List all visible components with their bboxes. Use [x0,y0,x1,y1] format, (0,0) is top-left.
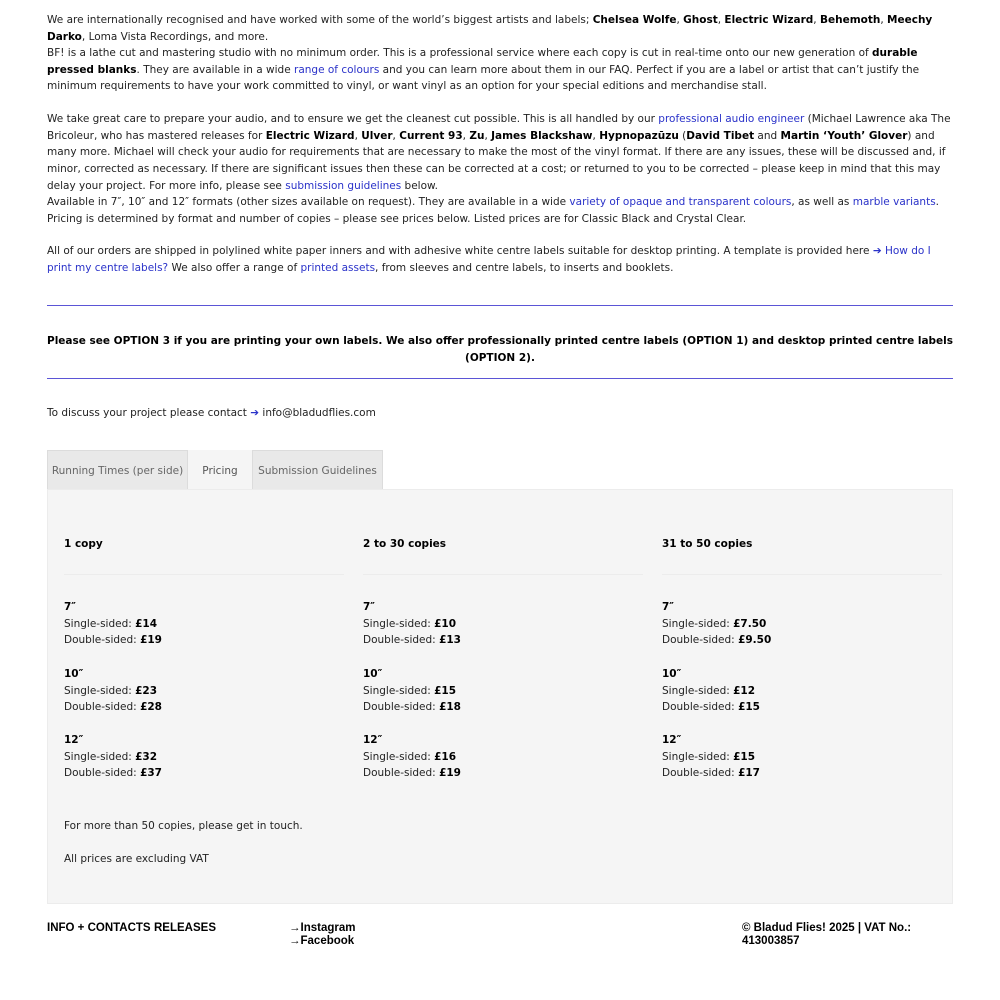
format-price-block [363,666,643,716]
person-name: David Tibet [686,129,755,142]
p3-text-b: (Michael Lawrence aka The Bricoleur, who has mastered releases for [47,113,951,142]
double-sided-price: Double-sided: £9.50 [662,634,772,647]
more-copies-note: For more than 50 copies, please get in touch. [64,820,303,832]
divider-top [47,305,953,306]
format-size: 7″ [363,601,375,613]
footer-copyright: © Bladud Flies! 2025 | VAT No.: [742,922,912,934]
format-price-block [363,599,643,649]
double-sided-price: Double-sided: £17 [662,767,760,780]
intro-paragraph-4 [47,194,953,227]
format-size: 12″ [662,734,682,746]
artist-name: Meechy Darko [47,14,933,43]
format-price-block [662,666,942,716]
double-sided-price: Double-sided: £19 [363,767,461,780]
footer-releases-link[interactable]: RELEASES [154,922,216,934]
format-size: 10″ [363,668,383,680]
p2-text-a: BF! is a lathe cut and mastering studio with no minimum order. This is a professional service where each copy is cut in real-time onto our new generation of [47,47,873,59]
band-name: James Blackshaw [491,129,593,142]
p2-text-b: . They are available in a wide [136,63,294,76]
tab-running-times[interactable]: Running Times (per side) [47,450,188,490]
p2-bold: durable pressed blanks [47,47,918,76]
column-divider [662,574,942,575]
p3-text-a: We take great care to prepare your audio, and to ensure we get the cleanest cut possible. This is all handled by our [47,113,659,125]
labels-notice: Please see OPTION 3 if you are printing your own labels. We also offer professionally printed centre labels (OPTION 1) and desktop printed centre labels (OPTION 2). [47,335,954,364]
submission-guidelines-link[interactable]: submission guidelines [285,179,402,192]
p3-text-c: ( [678,129,687,142]
arrow-right-icon: ➔ [872,245,885,257]
band-name: Ulver [361,129,393,142]
double-sided-price: Double-sided: £37 [64,767,162,780]
p4-text-a: Available in 7″, 10″ and 12″ formats (other sizes available on request). They are available in a wide [47,196,570,208]
format-size: 10″ [64,668,84,680]
single-sided-price: Single-sided: £16 [363,750,457,763]
p1-prefix: We are internationally recognised and have worked with some of the world’s biggest artists and labels; [47,14,593,26]
p5-text-b: We also offer a range of [168,261,301,274]
format-price-block [64,666,344,716]
intro-paragraph-5 [47,243,953,276]
person-name: Martin ‘Youth’ Glover [780,129,908,142]
format-price-block [662,599,942,649]
pricing-panel [47,489,953,904]
format-size: 12″ [363,734,383,746]
band-name: Electric Wizard [265,129,355,142]
double-sided-price: Double-sided: £28 [64,701,162,714]
p4-text-b: , as well as [791,196,853,208]
single-sided-price: Single-sided: £15 [363,684,457,697]
band-name: Zu [469,129,485,142]
format-price-block [64,599,344,649]
format-size: 7″ [64,601,76,613]
p5-text-a: All of our orders are shipped in polylined white paper inners and with adhesive white centre labels suitable for desktop printing. A template is provided here [47,245,873,257]
format-size: 12″ [64,734,84,746]
vat-note: All prices are excluding VAT [64,853,209,865]
artist-name: Chelsea Wolfe [592,14,677,26]
format-price-block [64,732,344,782]
divider-bottom [47,378,953,379]
format-price-block [363,732,643,782]
band-name: Hypnopazūzu [599,129,679,142]
contact-email[interactable]: info@bladudflies.com [262,407,376,419]
contact-text: To discuss your project please contact [47,407,251,419]
double-sided-price: Double-sided: £18 [363,701,461,714]
format-size: 10″ [662,668,682,680]
footer-info-contacts-link[interactable]: INFO + CONTACTS [47,922,151,934]
intro-paragraph-1: We are internationally recognised and have worked with some of the world’s biggest artists and labels; Chelsea Wolfe, Ghost, Electric Wizard, Behemoth, Meechy Darko, Loma Vista Recordings, and more. [47,14,933,43]
p2-text-c: and you can learn more about them in our FAQ. Perfect if you are a label or artist that can’t justify the minimum requirements to have your work committed to vinyl, or want vinyl as an option for your special editions and merchandise stall. [47,63,920,93]
p3-text-d: and [754,129,781,142]
column-heading: 1 copy [64,538,103,550]
p1-suffix: , Loma Vista Recordings, and more. [81,30,269,43]
double-sided-price: Double-sided: £19 [64,634,162,647]
single-sided-price: Single-sided: £15 [662,750,756,763]
tab-pricing[interactable]: Pricing [188,450,252,490]
colours-variety-link[interactable]: variety of opaque and transparent colours [569,196,792,208]
artist-name: Electric Wizard [724,14,814,26]
footer-instagram-link[interactable]: →Instagram [289,922,356,934]
footer-vat-number: 413003857 [742,935,800,947]
arrow-right-icon: ➔ [250,407,263,419]
column-heading: 31 to 50 copies [662,538,753,550]
column-divider [363,574,643,575]
audio-engineer-link[interactable]: professional audio engineer [658,113,805,125]
single-sided-price: Single-sided: £12 [662,684,756,697]
range-of-colours-link[interactable]: range of colours [294,63,380,76]
single-sided-price: Single-sided: £7.50 [662,617,767,630]
band-name: Current 93 [399,129,463,142]
artist-name: Ghost [683,14,718,26]
marble-variants-link[interactable]: marble variants [852,196,936,208]
single-sided-price: Single-sided: £23 [64,684,158,697]
p3-text-f: below. [401,179,438,192]
single-sided-price: Single-sided: £10 [363,617,457,630]
double-sided-price: Double-sided: £15 [662,701,760,714]
single-sided-price: Single-sided: £14 [64,617,158,630]
p4-text-c: . Pricing is determined by format and number of copies – please see prices below. Listed prices are for Classic Black and Crystal Clear. [47,196,940,225]
p3-text-e: ) and many more. Michael will check your audio for requirements that are necessary to make the most of the vinyl format. If there are any issues, these will be discussed and, if minor, corrected as necessary. If there are significant issues then these can be corrected at a cost; or returned to you to be corrected – please keep in mind that this may delay your project. For more info, please see [47,129,946,192]
footer-facebook-link[interactable]: →Facebook [289,935,355,947]
tab-submission-guidelines[interactable]: Submission Guidelines [252,450,383,490]
intro-paragraph-2 [47,45,953,95]
single-sided-price: Single-sided: £32 [64,750,158,763]
artist-name: Behemoth [819,14,881,26]
double-sided-price: Double-sided: £13 [363,634,461,647]
contact-line [47,405,953,422]
print-centre-labels-link[interactable]: How do I print my centre labels? [47,245,931,274]
format-price-block [662,732,942,782]
format-size: 7″ [662,601,674,613]
p5-text-c: , from sleeves and centre labels, to inserts and booklets. [375,261,674,274]
printed-assets-link[interactable]: printed assets [300,261,376,274]
column-heading: 2 to 30 copies [363,538,447,550]
intro-paragraph-3: We take great care to prepare your audio, and to ensure we get the cleanest cut possible. This is all handled by our professional audio engineer (Michael Lawrence aka The Bricoleur, who has mastered releases for Electric Wizard, Ulver, Current 93, Zu, James Blackshaw, Hypnopazūzu (David Tibet and Martin ‘Youth’ Glover) and many more. Michael will check your audio for requirements that are necessary to make the most of the vinyl format. If there are any issues, these will be discussed and, if minor, corrected as necessary. If there are significant issues then these can be corrected at a cost; or returned to you to be corrected – please keep in mind that this may delay your project. For more info, please see submission guidelines below. [47,113,951,192]
column-divider [64,574,344,575]
